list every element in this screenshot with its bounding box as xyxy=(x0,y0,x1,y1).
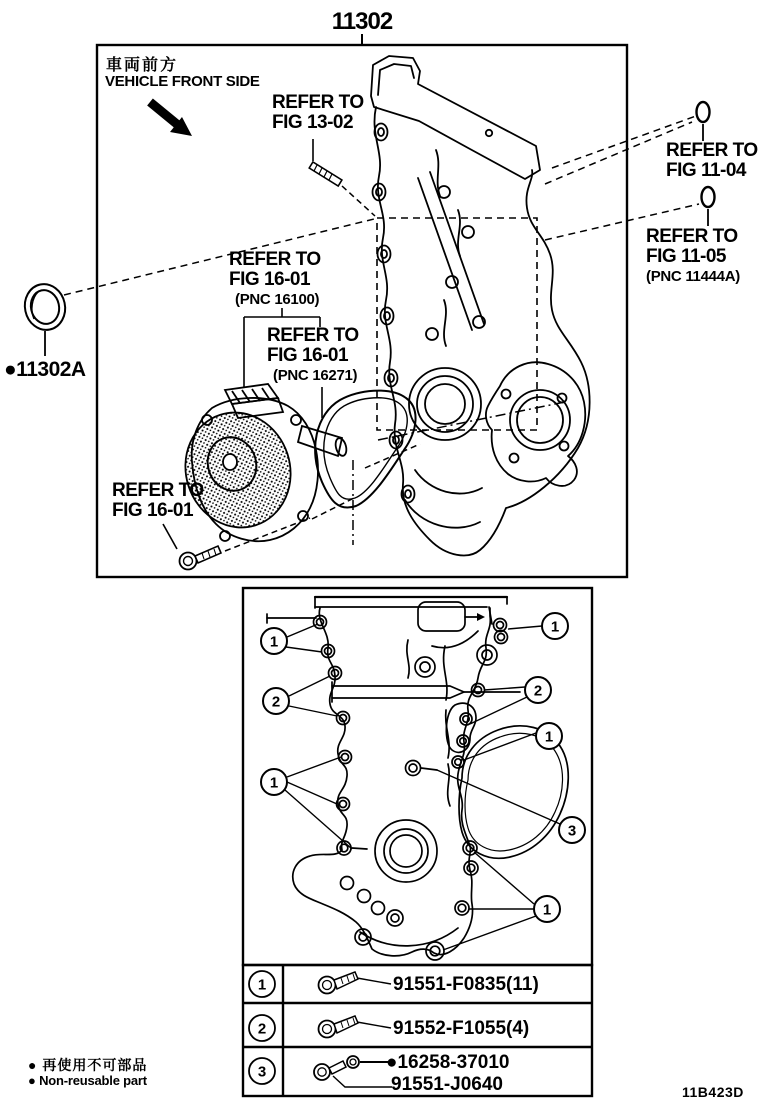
table-bolt-icon-row2 xyxy=(319,1016,392,1038)
table-marker-2 xyxy=(249,1015,275,1041)
part-number-row2[interactable]: 91552-F1055(4) xyxy=(393,1018,530,1039)
callout-leader-lines xyxy=(285,624,560,950)
svg-text:1[interactable]: 1 xyxy=(550,618,560,636)
ref-fig-16-01-bolt[interactable]: REFER TO FIG 16-01 xyxy=(112,480,204,521)
svg-text:1: 1 xyxy=(257,976,267,994)
ref-fig-13-02[interactable]: REFER TO FIG 13-02 xyxy=(272,92,364,133)
part-number-row3a[interactable]: ●16258-37010 xyxy=(386,1052,510,1073)
svg-text:2: 2 xyxy=(257,1020,267,1038)
figure-title: 11302 xyxy=(331,8,393,35)
svg-text:1[interactable]: 1 xyxy=(544,728,554,746)
flange-bolt-icon xyxy=(163,524,221,570)
part-number-row3b[interactable]: 91551-J0640 xyxy=(391,1074,503,1095)
ref-fig-11-05[interactable]: REFER TO FIG 11-05 (PNC 11444A) xyxy=(646,226,740,285)
timing-cover-rear-drawing xyxy=(267,597,568,960)
callout-1-bottom-right[interactable] xyxy=(534,896,560,922)
callout-2-right[interactable] xyxy=(525,677,551,703)
stud-bolt-icon xyxy=(309,139,342,186)
vehicle-front-arrow-icon xyxy=(150,102,192,136)
vehicle-front-label-en: VEHICLE FRONT SIDE xyxy=(105,73,260,90)
timing-cover-front-drawing xyxy=(371,56,590,555)
svg-text:2[interactable]: 2 xyxy=(533,682,543,700)
svg-text:1[interactable]: 1 xyxy=(269,633,279,651)
table-row-markers xyxy=(249,971,275,1084)
o-ring-icon-11-04 xyxy=(697,102,710,141)
callout-1-top-left[interactable] xyxy=(261,628,287,654)
callout-2-left[interactable] xyxy=(263,688,289,714)
svg-text:3: 3 xyxy=(257,1063,267,1081)
table-marker-3 xyxy=(249,1058,275,1084)
part-number-row1[interactable]: 91551-F0835(11) xyxy=(393,974,539,995)
table-bolt-icon-row1 xyxy=(319,972,392,994)
callout-3-right[interactable] xyxy=(559,817,585,843)
ref-fig-16-01-pump[interactable]: REFER TO FIG 16-01 (PNC 16100) xyxy=(229,249,321,308)
svg-text:1[interactable]: 1 xyxy=(542,901,552,919)
table-bolt-icon-row3 xyxy=(314,1056,392,1087)
ref-fig-16-01-gasket[interactable]: REFER TO FIG 16-01 (PNC 16271) xyxy=(267,325,359,384)
ref-fig-11-04[interactable]: REFER TO FIG 11-04 xyxy=(666,140,758,181)
callout-1-mid-left[interactable] xyxy=(261,769,287,795)
figure-code: 11B423D xyxy=(682,1084,744,1100)
o-ring-icon-11-05 xyxy=(702,187,715,226)
svg-text:1[interactable]: 1 xyxy=(269,774,279,792)
callout-1-mid-right[interactable] xyxy=(536,723,562,749)
vehicle-front-label-jp: 車両前方 xyxy=(106,57,179,74)
svg-text:3[interactable]: 3 xyxy=(567,822,577,840)
legend-non-reusable-jp: ● 再使用不可部品 xyxy=(28,1057,148,1073)
svg-text:2[interactable]: 2 xyxy=(271,693,281,711)
callout-1-top-right[interactable] xyxy=(542,613,568,639)
oil-seal-drawing xyxy=(21,280,70,356)
seal-part-number[interactable]: ●11302A xyxy=(4,358,86,381)
table-marker-1 xyxy=(249,971,275,997)
legend-non-reusable-en: ● Non-reusable part xyxy=(28,1073,147,1088)
gasket-drawing xyxy=(315,391,415,508)
